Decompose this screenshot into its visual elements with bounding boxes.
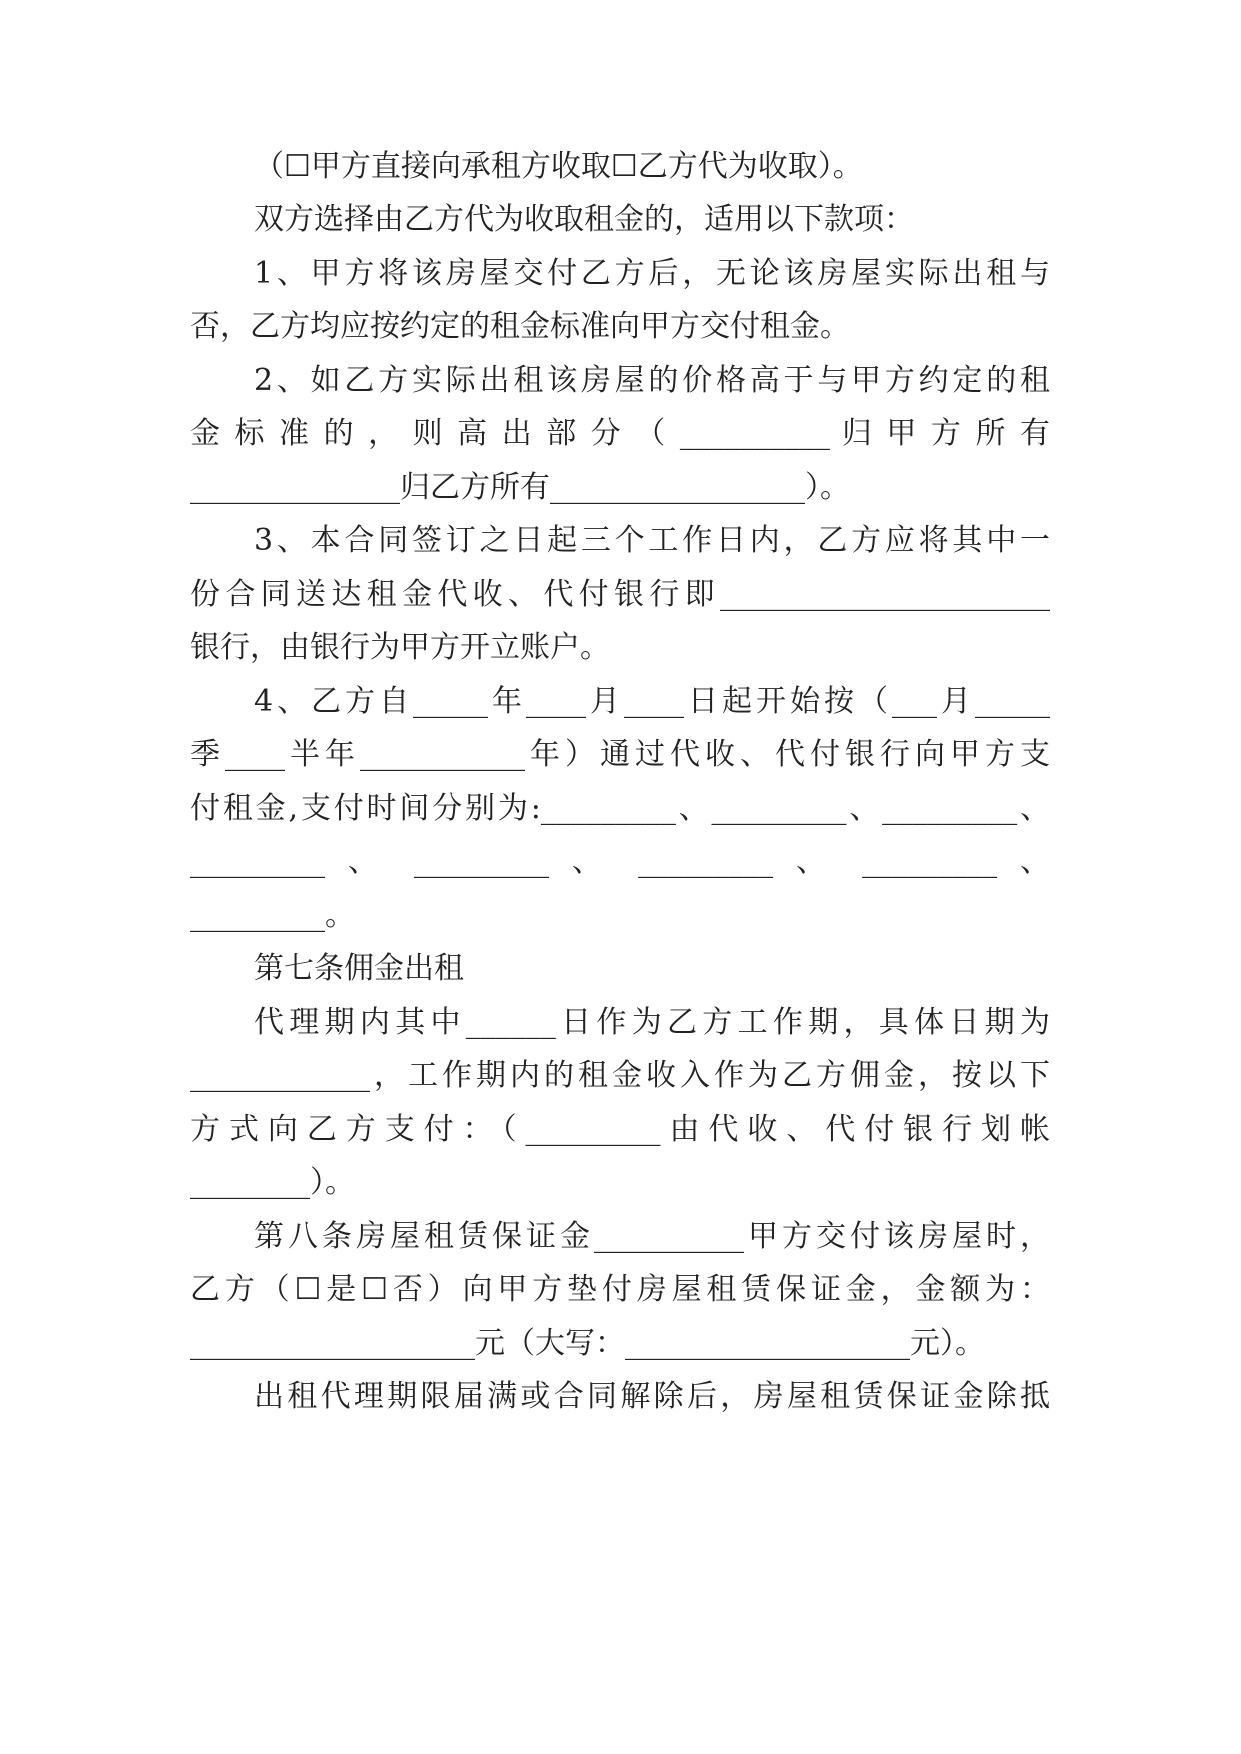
text-line-7: ______________归乙方所有_________________）。 (190, 470, 850, 505)
text-line-23: ___________________元（大写：___________________元）。 (190, 1326, 985, 1361)
text-line-8: 3、本合同签订之日起三个工作日内，乙方应将其中一 (254, 523, 1050, 558)
text-line-9: 份合同送达租金代收、代付银行即______________________ (190, 577, 1050, 612)
text-line-20: ________）。 (190, 1165, 355, 1200)
section-heading-article-8: 第八条房屋租赁保证金__________甲方交付该房屋时， (254, 1219, 1050, 1254)
text-line-5: 2、如乙方实际出租该房屋的价格高于与甲方约定的租 (254, 363, 1050, 398)
text-line-1: （☐甲方直接向承租方收取☐乙方代为收取）。 (254, 149, 863, 184)
text-line-11: 4、乙方自_____年____月____日起开始按（___月_____ (254, 684, 1050, 719)
text-line-6: 金 标 准 的 ， 则 高 出 部 分 （ __________ 归 甲 方 所 有 (190, 416, 1050, 451)
text-line-4: 否，乙方均应按约定的租金标准向甲方交付租金。 (190, 309, 850, 344)
text-line-24: 出租代理期限届满或合同解除后，房屋租赁保证金除抵 (254, 1379, 1050, 1414)
text-line-13: 付租金,支付时间分别为:_________、_________、_________、 (190, 791, 1050, 826)
text-line-18: ____________，工作期内的租金收入作为乙方佣金，按以下 (190, 1058, 1050, 1093)
section-heading-article-7: 第七条佣金出租 (254, 951, 464, 986)
text-line-2: 双方选择由乙方代为收取租金的，适用以下款项： (254, 202, 914, 237)
text-line-3: 1、甲方将该房屋交付乙方后，无论该房屋实际出租与 (254, 256, 1050, 291)
text-line-15: _________。 (190, 898, 355, 933)
text-line-12: 季____半年___________年）通过代收、代付银行向甲方支 (190, 737, 1050, 772)
text-line-17: 代理期内其中______日作为乙方工作期，具体日期为 (254, 1005, 1050, 1040)
text-line-19: 方式向乙方支付：（_________由代收、代付银行划帐 (190, 1112, 1050, 1147)
text-line-22: 乙方（☐是☐否）向甲方垫付房屋租赁保证金，金额为： (190, 1272, 1050, 1307)
text-line-10: 银行，由银行为甲方开立账户。 (190, 630, 610, 665)
text-line-14: _________ 、 _________ 、 _________ 、 _________ 、 (190, 844, 1050, 879)
